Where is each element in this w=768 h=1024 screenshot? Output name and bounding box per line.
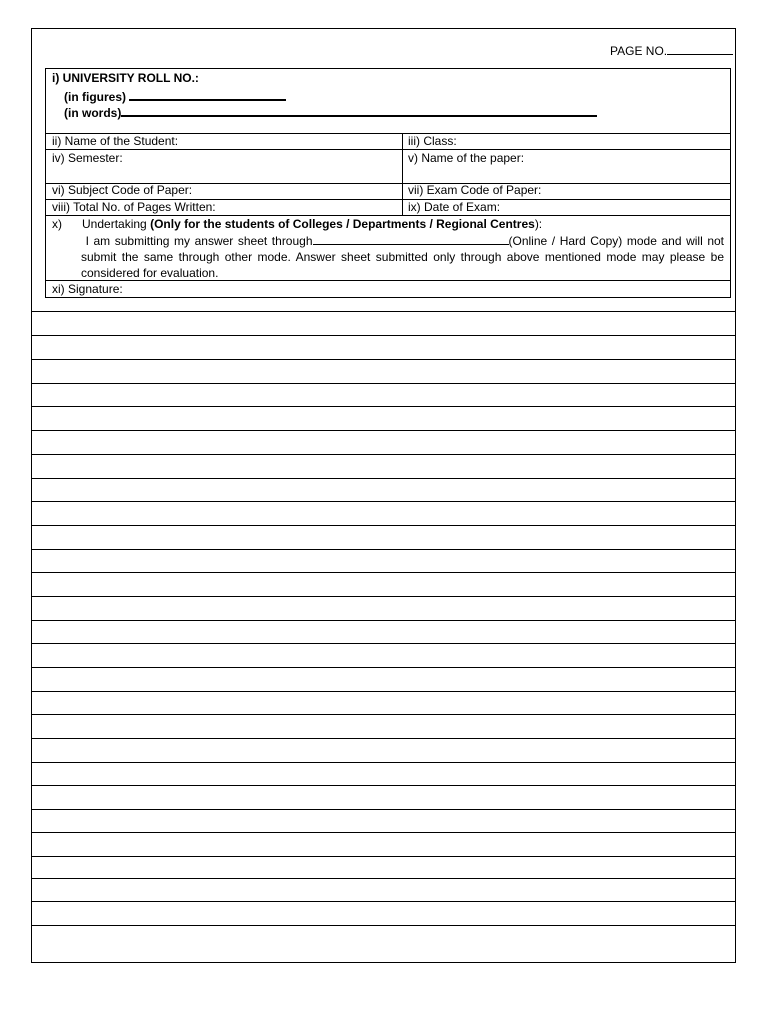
ruled-line <box>31 856 736 857</box>
ruled-line <box>31 809 736 810</box>
submission-mode-blank[interactable] <box>313 233 509 245</box>
roll-figures-field[interactable] <box>64 87 286 104</box>
roll-figures-label: (in figures) <box>64 90 126 104</box>
undertaking-lead: Undertaking <box>82 217 147 231</box>
divider <box>46 215 730 216</box>
ruled-line <box>31 572 736 573</box>
ruled-line <box>31 643 736 644</box>
roll-figures-blank[interactable] <box>129 87 286 101</box>
undertaking-close: ): <box>534 217 543 231</box>
semester-field[interactable]: iv) Semester: <box>52 151 123 165</box>
ruled-line <box>31 667 736 668</box>
ruled-line <box>31 832 736 833</box>
ruled-line <box>31 454 736 455</box>
ruled-line <box>31 762 736 763</box>
ruled-line <box>31 383 736 384</box>
ruled-line <box>31 878 736 879</box>
ruled-line <box>31 925 736 926</box>
signature-field[interactable]: xi) Signature: <box>52 282 123 296</box>
page-number-blank[interactable] <box>667 42 733 55</box>
undertaking-body-start: I am submitting my answer sheet through <box>85 234 313 248</box>
ruled-line <box>31 620 736 621</box>
ruled-line <box>31 525 736 526</box>
subject-code-field[interactable]: vi) Subject Code of Paper: <box>52 183 193 197</box>
ruled-line <box>31 901 736 902</box>
undertaking-number: x) <box>52 217 62 231</box>
ruled-line <box>31 335 736 336</box>
page-number-field[interactable] <box>610 42 733 58</box>
undertaking-eligibility: (Only for the students of Colleges / Departments / Regional Centres <box>150 217 535 231</box>
roll-number-title: i) UNIVERSITY ROLL NO.: <box>52 71 199 85</box>
ruled-line <box>31 478 736 479</box>
paper-name-field[interactable]: v) Name of the paper: <box>408 151 525 165</box>
roll-words-label: (in words) <box>64 106 122 120</box>
ruled-line <box>31 406 736 407</box>
ruled-line <box>31 714 736 715</box>
student-name-field[interactable]: ii) Name of the Student: <box>52 134 179 148</box>
divider <box>46 149 730 150</box>
ruled-line <box>31 785 736 786</box>
undertaking-text <box>81 233 724 281</box>
ruled-line <box>31 359 736 360</box>
ruled-line <box>31 738 736 739</box>
student-info-form <box>45 68 731 298</box>
exam-date-field[interactable]: ix) Date of Exam: <box>408 200 501 214</box>
total-pages-field[interactable]: viii) Total No. of Pages Written: <box>52 200 216 214</box>
undertaking-heading <box>52 217 542 231</box>
column-divider <box>402 133 403 215</box>
ruled-line <box>31 549 736 550</box>
ruled-line <box>31 501 736 502</box>
ruled-line <box>31 691 736 692</box>
roll-words-field[interactable] <box>64 103 597 120</box>
roll-words-blank[interactable] <box>121 103 597 117</box>
class-field[interactable]: iii) Class: <box>408 134 457 148</box>
undertaking-body-rest: (Online / Hard Copy) mode and will not submit the same through other mode. Answer sheet submitted only through above mentioned mode may please be considered for evaluation. <box>81 234 725 280</box>
ruled-line <box>31 311 736 312</box>
ruled-line <box>31 430 736 431</box>
page-number-label: PAGE NO. <box>610 44 668 58</box>
exam-code-field[interactable]: vii) Exam Code of Paper: <box>408 183 542 197</box>
ruled-line <box>31 596 736 597</box>
